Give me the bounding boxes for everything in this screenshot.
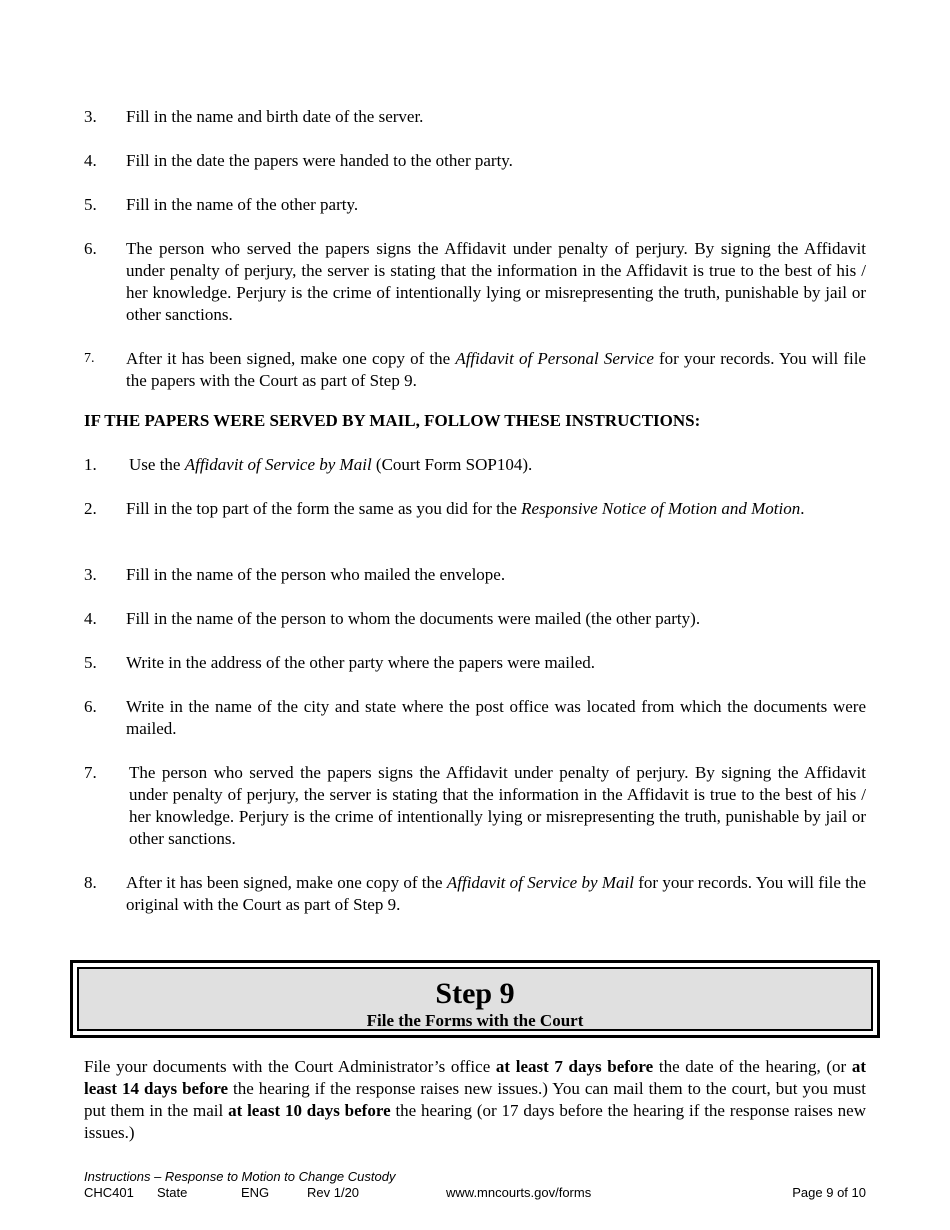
deadline-emphasis: at least 10 days before <box>228 1101 391 1120</box>
list-text: After it has been signed, make one copy of the Affidavit of Service by Mail for your records. You will file the original with the Court as part of Step 9. <box>126 873 866 914</box>
form-title: Affidavit of Service by Mail <box>184 455 372 474</box>
list-number: 4. <box>84 609 97 628</box>
list-number: 6. <box>84 697 97 716</box>
page-number: Page 9 of 10 <box>792 1185 866 1200</box>
list-number: 2. <box>84 499 97 518</box>
list-item <box>84 564 866 586</box>
list-number: 4. <box>84 151 97 170</box>
list-text: Fill in the name of the person to whom the documents were mailed (the other party). <box>126 609 701 628</box>
list-text: Write in the name of the city and state where the post office was located from which the documents were mailed. <box>126 697 866 738</box>
list-item <box>84 872 866 916</box>
footer-meta <box>84 1185 866 1201</box>
form-title: Affidavit of Service by Mail <box>446 873 634 892</box>
section-heading: IF THE PAPERS WERE SERVED BY MAIL, FOLLOW THESE INSTRUCTIONS: <box>84 411 701 430</box>
list-text: Fill in the name of the other party. <box>126 195 359 214</box>
footer-title: Instructions – Response to Motion to Change Custody <box>84 1169 396 1184</box>
list-item <box>84 194 866 216</box>
list-text: Fill in the date the papers were handed to the other party. <box>126 151 513 170</box>
list-number: 7. <box>84 763 97 782</box>
revision: Rev 1/20 <box>307 1185 360 1200</box>
list-text: Fill in the name of the person who mailed the envelope. <box>126 565 506 584</box>
list-number: 6. <box>84 239 97 258</box>
list-text: After it has been signed, make one copy of the Affidavit of Personal Service for your records. You will file the papers with the Court as part of Step 9. <box>126 349 866 390</box>
list-item <box>84 498 866 520</box>
step-paragraph: File your documents with the Court Administrator’s office at least 7 days before the date of the hearing, (or at least 14 days before the hearing if the response raises new issues.) You can mail them to the court, but you must put them in the mail at least 10 days before the hearing (or 17 days before the hearing if the response raises new issues.) <box>84 1057 867 1142</box>
language: ENG <box>241 1185 270 1200</box>
list-text: Use the Affidavit of Service by Mail (Court Form SOP104). <box>129 455 533 474</box>
list-text: The person who served the papers signs the Affidavit under penalty of perjury. By signing the Affidavit under penalty of perjury, the server is stating that the information in the Affidavit is true to the best of his / her knowledge. Perjury is the crime of intentionally lying or misrepresenting the truth, punishable by jail or other sanctions. <box>129 763 866 848</box>
list-number: 3. <box>84 107 97 126</box>
list-number: 7. <box>84 351 95 366</box>
list-item <box>84 238 866 326</box>
list-item <box>84 106 866 128</box>
footer-url[interactable]: www.mncourts.gov/forms <box>446 1185 592 1200</box>
list-item <box>84 652 866 674</box>
list-number: 5. <box>84 653 97 672</box>
list-number: 3. <box>84 565 97 584</box>
list-text: Fill in the name and birth date of the server. <box>126 107 424 126</box>
deadline-emphasis: at least 7 days before <box>495 1057 654 1076</box>
step-title: Step 9 <box>435 977 515 1010</box>
list-item <box>84 608 866 630</box>
form-title: Responsive Notice of Motion and Motion <box>521 499 801 518</box>
list-number: 1. <box>84 455 97 474</box>
list-item <box>84 696 866 740</box>
page-footer <box>84 1169 866 1201</box>
form-code: CHC401 <box>84 1185 134 1200</box>
step-banner <box>70 960 880 1038</box>
step-subtitle: File the Forms with the Court <box>366 1011 584 1030</box>
list-text: Fill in the top part of the form the same as you did for the Responsive Notice of Motion and Motion. <box>126 499 805 518</box>
step-banner-inner <box>77 967 873 1031</box>
list-number: 5. <box>84 195 97 214</box>
list-number: 8. <box>84 873 97 892</box>
list-item <box>84 348 866 392</box>
jurisdiction: State <box>157 1185 188 1200</box>
list-item <box>84 454 866 476</box>
list-item <box>84 762 866 850</box>
list-text: The person who served the papers signs the Affidavit under penalty of perjury. By signing the Affidavit under penalty of perjury, the server is stating that the information in the Affidavit is true to the best of his / her knowledge. Perjury is the crime of intentionally lying or misrepresenting the truth, punishable by jail or other sanctions. <box>126 239 866 324</box>
deadline-emphasis: at least 14 days before <box>84 1057 867 1098</box>
form-title: Affidavit of Personal Service <box>455 349 654 368</box>
list-text: Write in the address of the other party where the papers were mailed. <box>126 653 595 672</box>
list-item <box>84 150 866 172</box>
